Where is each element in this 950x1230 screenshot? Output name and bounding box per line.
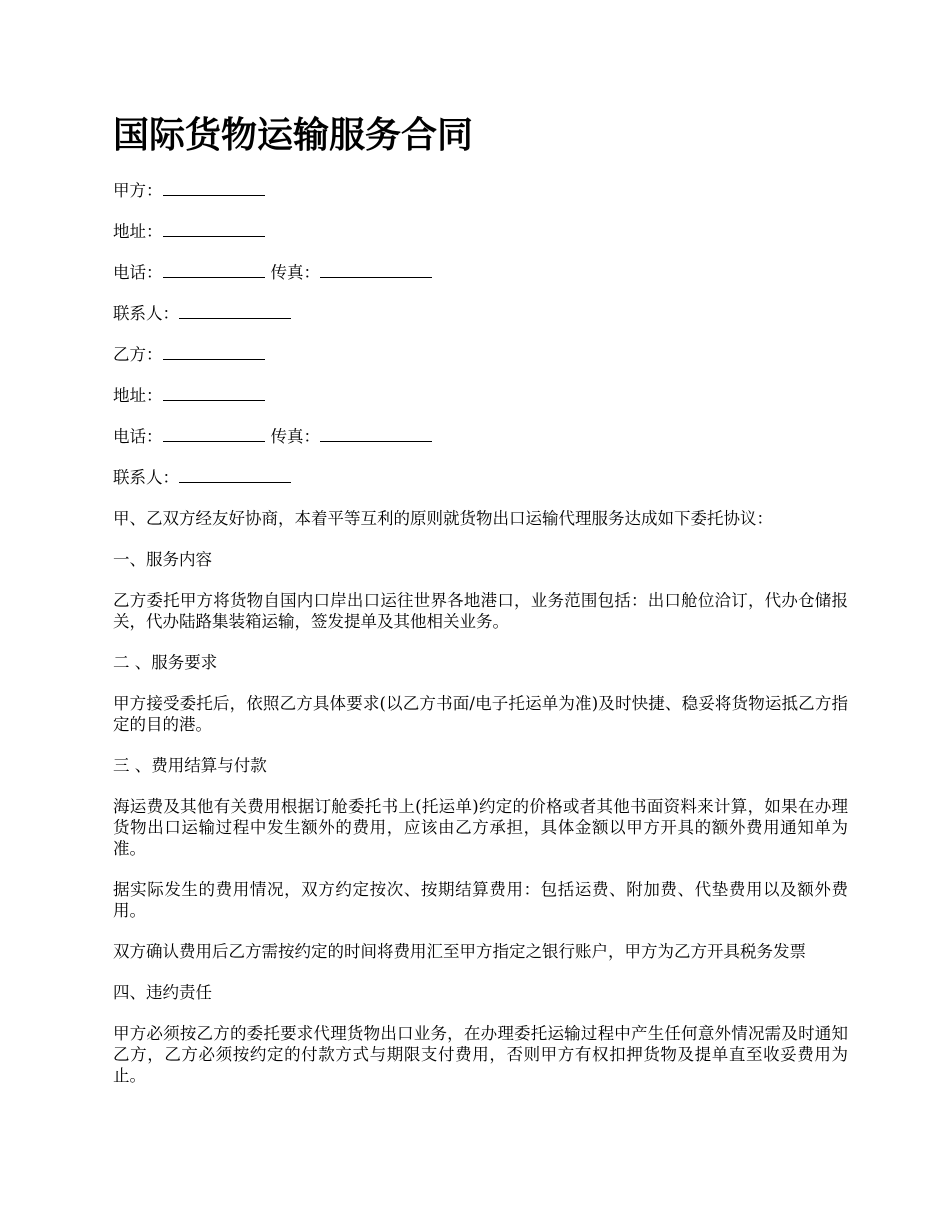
section-heading-liability: 四、违约责任 bbox=[113, 983, 212, 1002]
party-b-contact-label: 联系人： bbox=[113, 468, 179, 487]
party-a-name-line bbox=[113, 180, 848, 202]
party-b-fax-label: 传真： bbox=[270, 427, 320, 446]
contract-page bbox=[113, 112, 848, 1106]
party-b-contact-blank bbox=[179, 467, 291, 483]
section-paragraph: 甲方必须按乙方的委托要求代理货物出口业务，在办理委托运输过程中产生任何意外情况需及时通知乙方，乙方必须按约定的付款方式与期限支付费用，否则甲方有权扣押货物及提单直至收妥费用为止。 bbox=[113, 1024, 848, 1085]
party-b-name-label: 乙方： bbox=[113, 345, 163, 364]
party-a-contact-line bbox=[113, 303, 848, 325]
party-a-name-label: 甲方： bbox=[113, 181, 163, 200]
party-a-fax-blank bbox=[320, 262, 432, 278]
party-a-contact-label: 联系人： bbox=[113, 304, 179, 323]
section-heading-service-content: 一、服务内容 bbox=[113, 550, 212, 569]
intro-paragraph: 甲、乙双方经友好协商，本着平等互利的原则就货物出口运输代理服务达成如下委托协议： bbox=[113, 509, 773, 528]
party-a-phone-fax-line bbox=[113, 262, 848, 284]
party-a-phone-label: 电话： bbox=[113, 263, 163, 282]
party-a-address-line bbox=[113, 221, 848, 243]
section-paragraph: 乙方委托甲方将货物自国内口岸出口运往世界各地港口，业务范围包括：出口舱位洽订，代办仓储报关，代办陆路集装箱运输，签发提单及其他相关业务。 bbox=[113, 591, 848, 631]
party-b-name-line bbox=[113, 344, 848, 366]
party-b-fax-blank bbox=[320, 426, 432, 442]
party-a-phone-blank bbox=[163, 262, 265, 278]
document-title: 国际货物运输服务合同 bbox=[113, 115, 474, 156]
party-a-contact-blank bbox=[179, 303, 291, 319]
section-paragraph: 甲方接受委托后，依照乙方具体要求(以乙方书面/电子托运单为准)及时快捷、稳妥将货物运抵乙方指定的目的港。 bbox=[113, 694, 848, 734]
party-b-phone-fax-line bbox=[113, 426, 848, 448]
section-paragraph: 双方确认费用后乙方需按约定的时间将费用汇至甲方指定之银行账户，甲方为乙方开具税务发票 bbox=[113, 942, 806, 961]
party-b-address-label: 地址： bbox=[113, 386, 163, 405]
party-b-phone-label: 电话： bbox=[113, 427, 163, 446]
party-b-address-blank bbox=[163, 385, 265, 401]
party-b-contact-line bbox=[113, 467, 848, 489]
party-a-address-label: 地址： bbox=[113, 222, 163, 241]
party-b-address-line bbox=[113, 385, 848, 407]
section-paragraph: 据实际发生的费用情况，双方约定按次、按期结算费用：包括运费、附加费、代垫费用以及额外费用。 bbox=[113, 880, 848, 920]
section-heading-fees-payment: 三 、费用结算与付款 bbox=[113, 756, 267, 775]
party-a-address-blank bbox=[163, 221, 265, 237]
section-paragraph: 海运费及其他有关费用根据订舱委托书上(托运单)约定的价格或者其他书面资料来计算，如果在办理货物出口运输过程中发生额外的费用，应该由乙方承担，具体金额以甲方开具的额外费用通知单为准。 bbox=[113, 797, 848, 858]
section-heading-service-requirements: 二 、服务要求 bbox=[113, 653, 218, 672]
party-b-name-blank bbox=[163, 344, 265, 360]
party-b-phone-blank bbox=[163, 426, 265, 442]
party-a-fax-label: 传真： bbox=[270, 263, 320, 282]
party-a-name-blank bbox=[163, 180, 265, 196]
